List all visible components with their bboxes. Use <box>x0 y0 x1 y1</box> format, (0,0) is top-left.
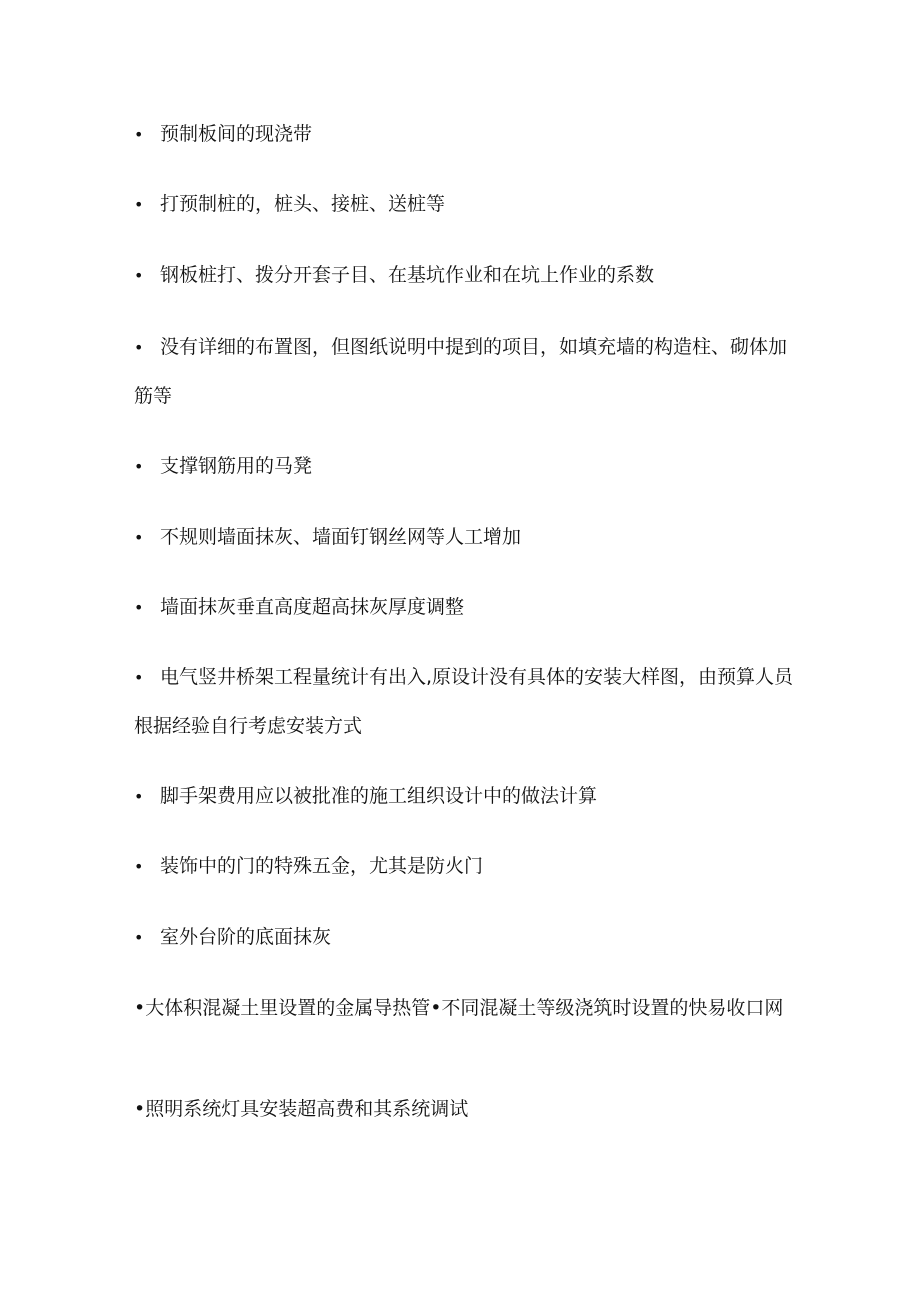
bullet: • <box>134 668 144 687</box>
list-item-text: 钢板桩打、拨分开套子目、在基坑作业和在坑上作业的系数 <box>160 264 655 286</box>
list-item <box>134 772 794 821</box>
bullet: • <box>134 1098 146 1120</box>
list-item-text: 电气竖井桥架工程量统计有出入,原设计没有具体的安装大样图，由预算人员根据经验自行考虑安装方式 <box>134 666 794 737</box>
list-item <box>134 251 794 300</box>
list-item-text: 不规则墙面抹灰、墙面钉钢丝网等人工增加 <box>160 526 522 548</box>
list-item-text: 脚手架费用应以被批准的施工组织设计中的做法计算 <box>160 785 598 807</box>
list-item <box>134 984 794 1032</box>
bullet: • <box>134 997 146 1019</box>
list-item <box>134 1085 794 1133</box>
list-item <box>134 653 794 750</box>
list-item-text: 照明系统灯具安装超高费和其系统调试 <box>145 1098 469 1120</box>
list-item <box>134 180 794 229</box>
list-item-text: 装饰中的门的特殊五金，尤其是防火门 <box>160 855 484 877</box>
list-item <box>134 842 794 891</box>
bullet: • <box>134 125 144 144</box>
bullet: • <box>134 338 144 357</box>
list-item-text: 没有详细的布置图，但图纸说明中提到的项目，如填充墙的构造柱、砌体加筋等 <box>134 336 788 407</box>
bullet: • <box>134 928 144 947</box>
list-item <box>134 513 794 562</box>
list-item-text: 大体积混凝土里设置的金属导热管•不同混凝土等级浇筑时设置的快易收口网 <box>145 997 784 1019</box>
list-item-text: 墙面抹灰垂直高度超高抹灰厚度调整 <box>160 596 465 618</box>
bullet: • <box>134 598 144 617</box>
bullet: • <box>134 457 144 476</box>
bullet: • <box>134 528 144 547</box>
list-item-text: 预制板间的现浇带 <box>160 123 313 145</box>
list-item-text: 支撑钢筋用的马凳 <box>160 455 313 477</box>
list-item <box>134 110 794 159</box>
list-item <box>134 323 794 420</box>
bullet: • <box>134 266 144 285</box>
list-item <box>134 583 794 632</box>
list-item-text: 室外台阶的底面抹灰 <box>160 926 332 948</box>
list-item-text: 打预制桩的，桩头、接桩、送桩等 <box>160 193 446 215</box>
bullet: • <box>134 195 144 214</box>
list-item <box>134 442 794 491</box>
bullet: • <box>134 787 144 806</box>
list-item <box>134 913 794 962</box>
bullet: • <box>134 857 144 876</box>
